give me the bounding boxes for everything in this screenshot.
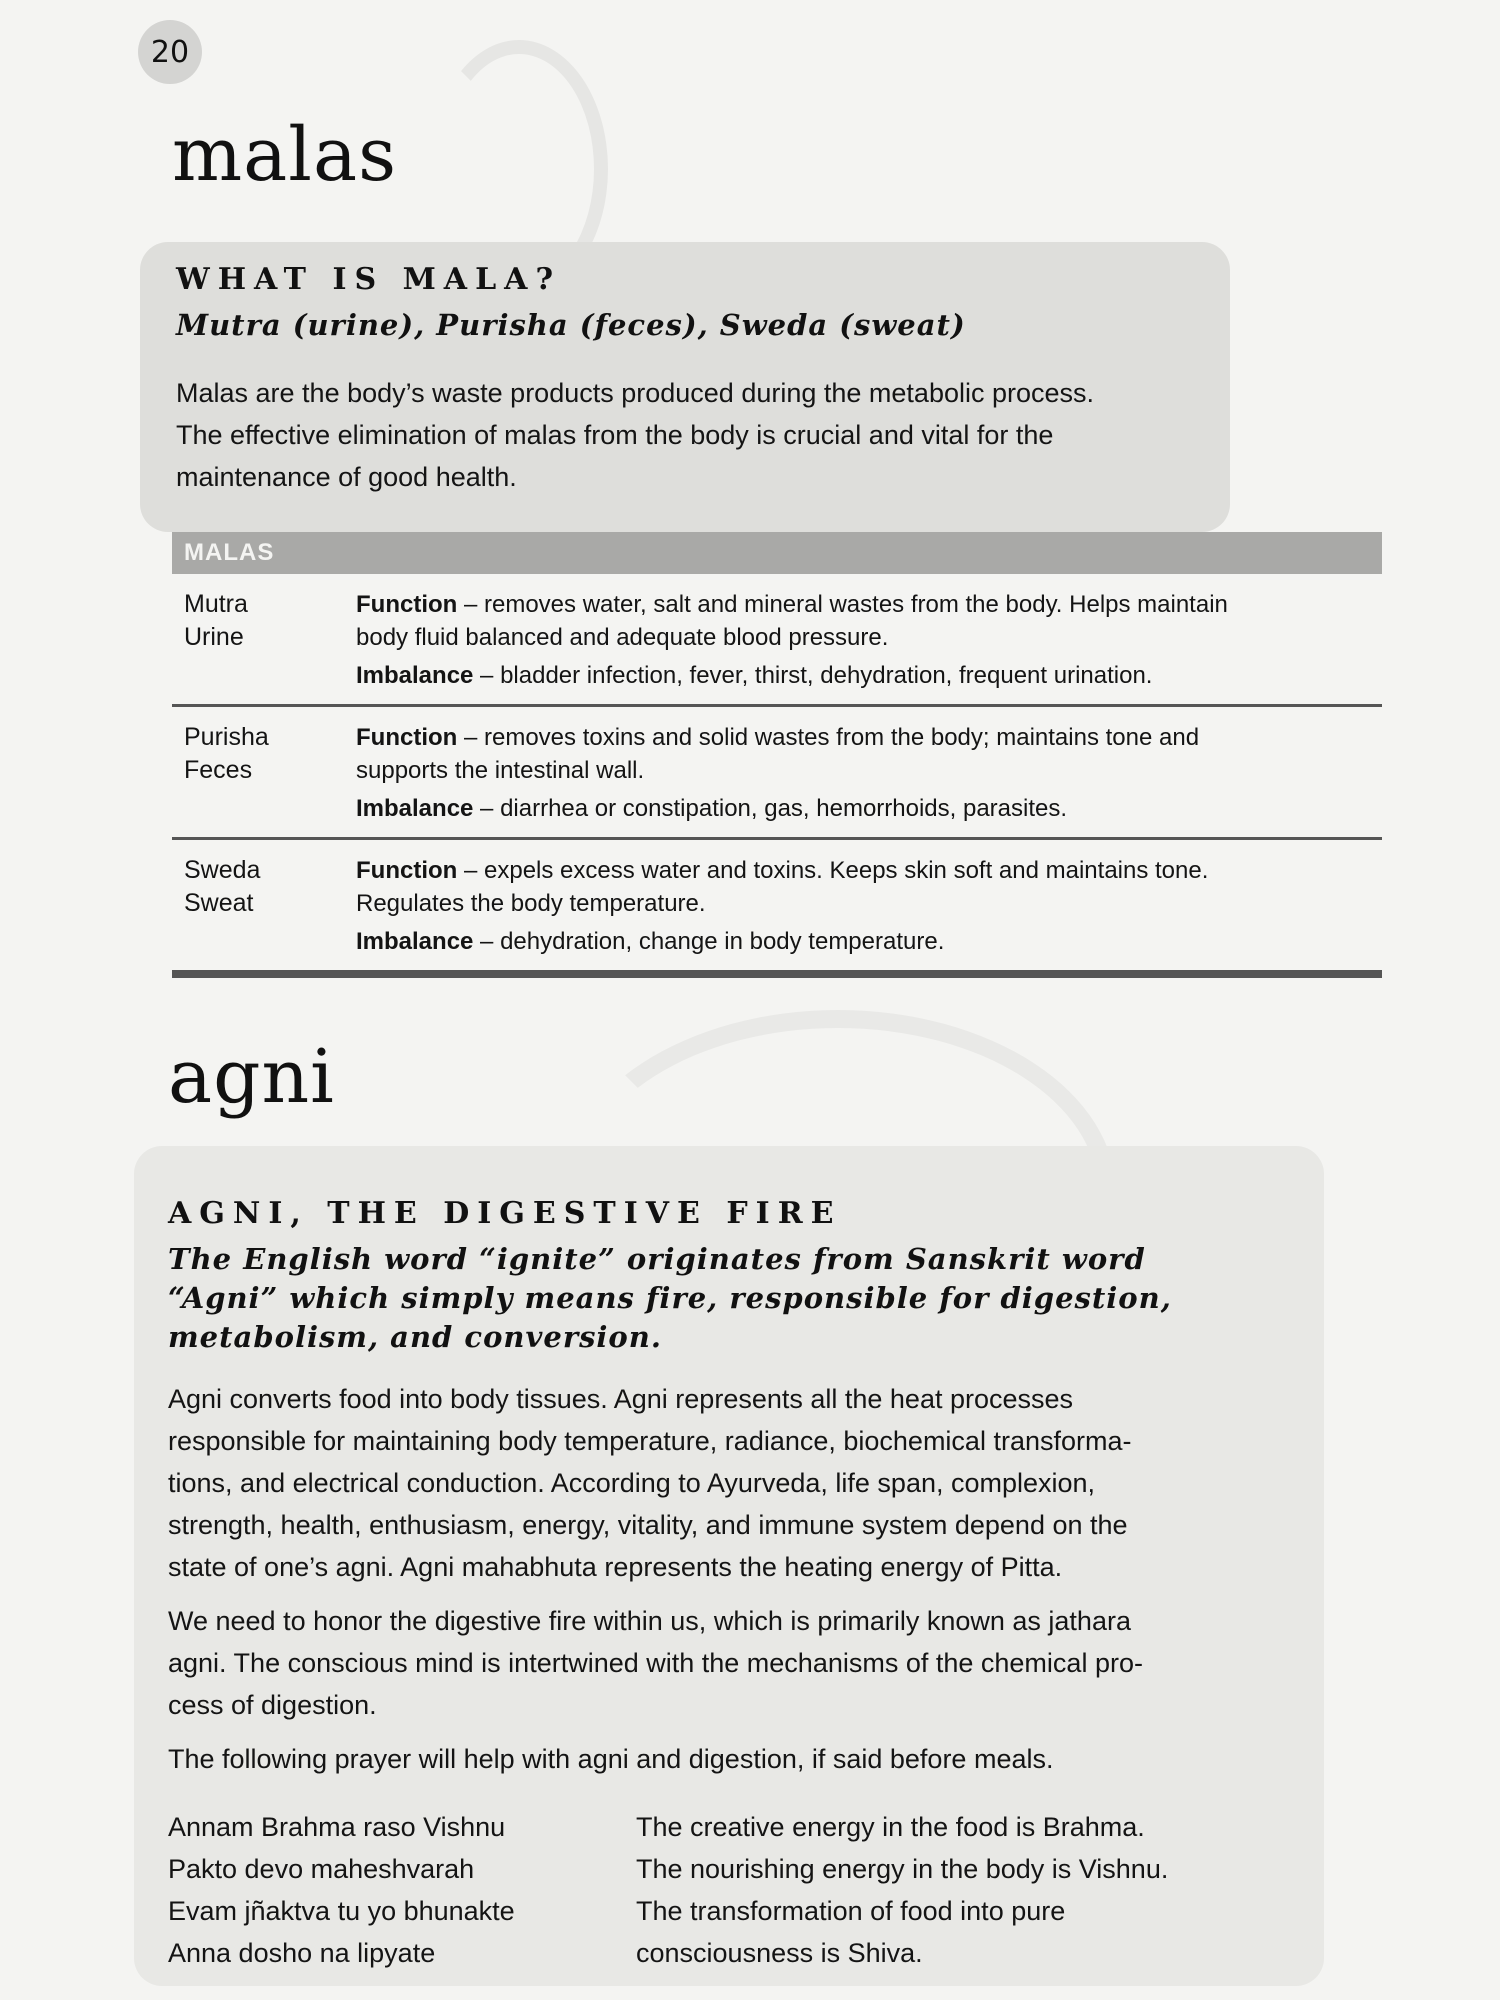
agni-digestive-fire-heading: AGNI, THE DIGESTIVE FIRE	[168, 1196, 842, 1231]
function-label: Function	[356, 591, 458, 618]
malas-table	[172, 532, 1382, 978]
subtitle-line: “Agni” which simply means fire, responsible for digestion,	[168, 1281, 1172, 1315]
imbalance-text: – bladder infection, fever, thirst, dehydration, frequent urination.	[473, 662, 1153, 689]
imbalance-text: – dehydration, change in body temperature.	[473, 928, 945, 955]
function-text: – removes water, salt and mineral wastes from the body. Helps maintain	[457, 591, 1228, 618]
prayer-line: The nourishing energy in the body is Vishnu.	[636, 1854, 1169, 1884]
function-text: – removes toxins and solid wastes from the body; maintains tone and	[457, 724, 1200, 751]
agni-subtitle	[168, 1240, 1172, 1357]
subtitle-line: The English word “ignite” originates from Sanskrit word	[168, 1242, 1146, 1276]
body-line: responsible for maintaining body temperature, radiance, biochemical transforma-	[168, 1426, 1132, 1456]
what-is-mala-body	[176, 372, 1094, 498]
imbalance-label: Imbalance	[356, 662, 474, 689]
mala-name-cell	[172, 588, 356, 692]
imbalance-line	[356, 925, 1362, 958]
prayer-line: The creative energy in the food is Brahma.	[636, 1812, 1145, 1842]
agni-paragraph-3: The following prayer will help with agni and digestion, if said before meals.	[168, 1744, 1054, 1774]
agni-paragraph-2	[168, 1600, 1143, 1726]
subtitle-line: metabolism, and conversion.	[168, 1320, 662, 1354]
page-number: 20	[150, 34, 190, 70]
imbalance-line	[356, 659, 1362, 692]
imbalance-label: Imbalance	[356, 795, 474, 822]
mala-english-name: Urine	[184, 623, 244, 651]
body-line: maintenance of good health.	[176, 462, 517, 492]
imbalance-line	[356, 792, 1362, 825]
body-line: agni. The conscious mind is intertwined with the mechanisms of the chemical pro-	[168, 1648, 1143, 1678]
function-label: Function	[356, 724, 458, 751]
body-line: Malas are the body’s waste products produced during the metabolic process.	[176, 378, 1095, 408]
prayer-sanskrit	[168, 1806, 515, 1974]
function-label: Function	[356, 857, 458, 884]
prayer-line: Anna dosho na lipyate	[168, 1938, 436, 1968]
mala-description-cell	[356, 588, 1382, 692]
mala-name: Mutra	[184, 590, 248, 618]
what-is-mala-heading: WHAT IS MALA?	[176, 262, 562, 297]
function-line	[356, 721, 1362, 754]
agni-paragraph-1	[168, 1378, 1131, 1588]
body-line: state of one’s agni. Agni mahabhuta represents the heating energy of Pitta.	[168, 1552, 1063, 1582]
function-line	[356, 588, 1362, 621]
body-line: Agni converts food into body tissues. Agni represents all the heat processes	[168, 1384, 1074, 1414]
imbalance-label: Imbalance	[356, 928, 474, 955]
prayer-line: Evam jñaktva tu yo bhunakte	[168, 1896, 515, 1926]
mala-name: Sweda	[184, 856, 261, 884]
function-line	[356, 854, 1362, 887]
table-row-purisha	[172, 707, 1382, 840]
body-line: The effective elimination of malas from the body is crucial and vital for the	[176, 420, 1054, 450]
mala-description-cell	[356, 854, 1382, 958]
agni-heading: agni	[168, 1034, 335, 1120]
function-line: Regulates the body temperature.	[356, 890, 706, 917]
table-header: MALAS	[172, 532, 1382, 574]
prayer-line: Annam Brahma raso Vishnu	[168, 1812, 506, 1842]
table-row-mutra	[172, 574, 1382, 707]
function-text: – expels excess water and toxins. Keeps skin soft and maintains tone.	[457, 857, 1209, 884]
mala-name: Purisha	[184, 723, 269, 751]
prayer-line: Pakto devo maheshvarah	[168, 1854, 475, 1884]
prayer-line: consciousness is Shiva.	[636, 1938, 923, 1968]
body-line: tions, and electrical conduction. According to Ayurveda, life span, complexion,	[168, 1468, 1096, 1498]
prayer-line: The transformation of food into pure	[636, 1896, 1066, 1926]
function-line: body fluid balanced and adequate blood pressure.	[356, 624, 889, 651]
body-line: strength, health, enthusiasm, energy, vitality, and immune system depend on the	[168, 1510, 1128, 1540]
function-line: supports the intestinal wall.	[356, 757, 645, 784]
table-row-sweda	[172, 840, 1382, 978]
malas-heading: malas	[172, 112, 398, 198]
mala-english-name: Feces	[184, 756, 253, 784]
imbalance-text: – diarrhea or constipation, gas, hemorrhoids, parasites.	[473, 795, 1068, 822]
what-is-mala-subtitle: Mutra (urine), Purisha (feces), Sweda (sweat)	[176, 308, 966, 342]
prayer-english	[636, 1806, 1168, 1974]
mala-name-cell	[172, 721, 356, 825]
mala-description-cell	[356, 721, 1382, 825]
body-line: We need to honor the digestive fire within us, which is primarily known as jathara	[168, 1606, 1131, 1636]
page-number-badge	[138, 20, 202, 84]
mala-name-cell	[172, 854, 356, 958]
body-line: cess of digestion.	[168, 1690, 377, 1720]
mala-english-name: Sweat	[184, 889, 254, 917]
